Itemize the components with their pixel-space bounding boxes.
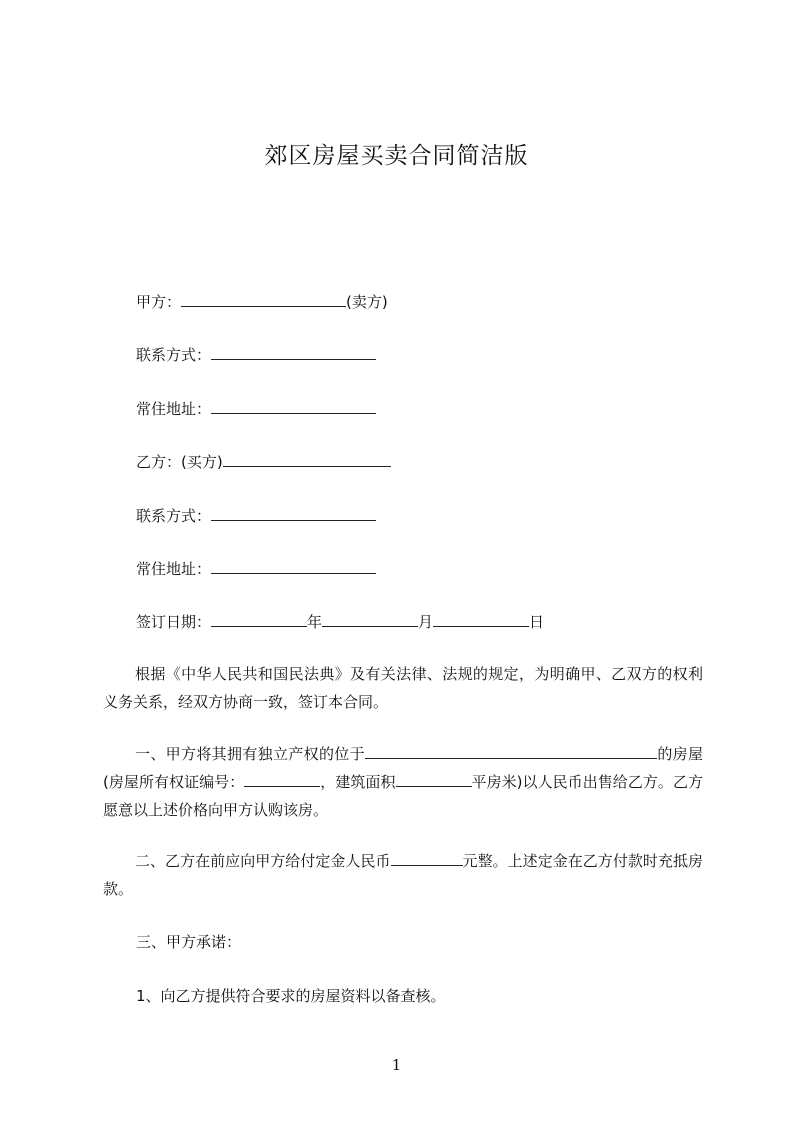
clause-3-heading: 三、甲方承诺： — [136, 933, 242, 951]
sign-date-label: 签订日期： — [136, 613, 212, 631]
party-b-contact-label: 联系方式： — [136, 507, 212, 525]
party-b-contact-line — [136, 506, 376, 526]
party-b-label: 乙方：(买方) — [136, 453, 223, 471]
sign-year-label: 年 — [307, 613, 323, 631]
party-a-contact-label: 联系方式： — [136, 346, 212, 364]
party-b-contact-blank[interactable] — [211, 506, 376, 521]
clause-1-part-b: 的房屋(房屋所有权证编号： — [103, 745, 703, 791]
party-a-blank[interactable] — [181, 292, 346, 307]
clause-3-item-1: 1、向乙方提供符合要求的房屋资料以备查核。 — [136, 987, 446, 1005]
clause-2-part-a: 二、乙方在前应向甲方给付定金人民币 — [135, 852, 391, 870]
party-b-line — [136, 452, 391, 472]
party-b-address-blank[interactable] — [211, 559, 376, 574]
sign-date-line — [136, 612, 544, 632]
building-area-blank[interactable] — [396, 772, 472, 787]
party-a-address-label: 常住地址： — [136, 400, 212, 418]
party-a-label: 甲方： — [136, 293, 182, 311]
party-a-address-blank[interactable] — [211, 399, 376, 414]
deposit-amount-blank[interactable] — [391, 851, 463, 866]
sign-year-blank[interactable] — [211, 612, 307, 627]
certificate-number-blank[interactable] — [244, 772, 320, 787]
clause-1-part-a: 一、甲方将其拥有独立产权的位于 — [135, 745, 365, 763]
preamble-paragraph — [103, 660, 703, 716]
clause-1-paragraph — [103, 740, 703, 824]
clause-1-part-c: ，建筑面积 — [320, 773, 396, 791]
sign-month-label: 月 — [418, 613, 434, 631]
party-a-contact-blank[interactable] — [211, 345, 376, 360]
party-b-address-line — [136, 559, 376, 579]
property-location-blank[interactable] — [365, 744, 657, 759]
party-a-address-line — [136, 399, 376, 419]
preamble-text: 根据《中华人民共和国民法典》及有关法律、法规的规定，为明确甲、乙双方的权利义务关系，经双方协商一致，签订本合同。 — [103, 665, 703, 711]
party-b-blank[interactable] — [223, 452, 391, 467]
sign-day-label: 日 — [529, 613, 545, 631]
clause-2-part-b: 元整。上述定金在乙方付款时充抵房款。 — [103, 852, 703, 898]
page-number: 1 — [391, 1056, 402, 1074]
party-a-contact-line — [136, 345, 376, 365]
contract-title: 郊区房屋买卖合同简洁版 — [264, 143, 529, 169]
party-a-line — [136, 292, 388, 312]
party-b-address-label: 常住地址： — [136, 560, 212, 578]
sign-month-blank[interactable] — [322, 612, 418, 627]
party-a-suffix: (卖方) — [346, 293, 388, 311]
clause-2-paragraph — [103, 847, 703, 903]
sign-day-blank[interactable] — [433, 612, 529, 627]
clause-1-part-d: 平房米)以人民币出售给乙方。乙方愿意以上述价格向甲方认购该房。 — [103, 773, 703, 819]
